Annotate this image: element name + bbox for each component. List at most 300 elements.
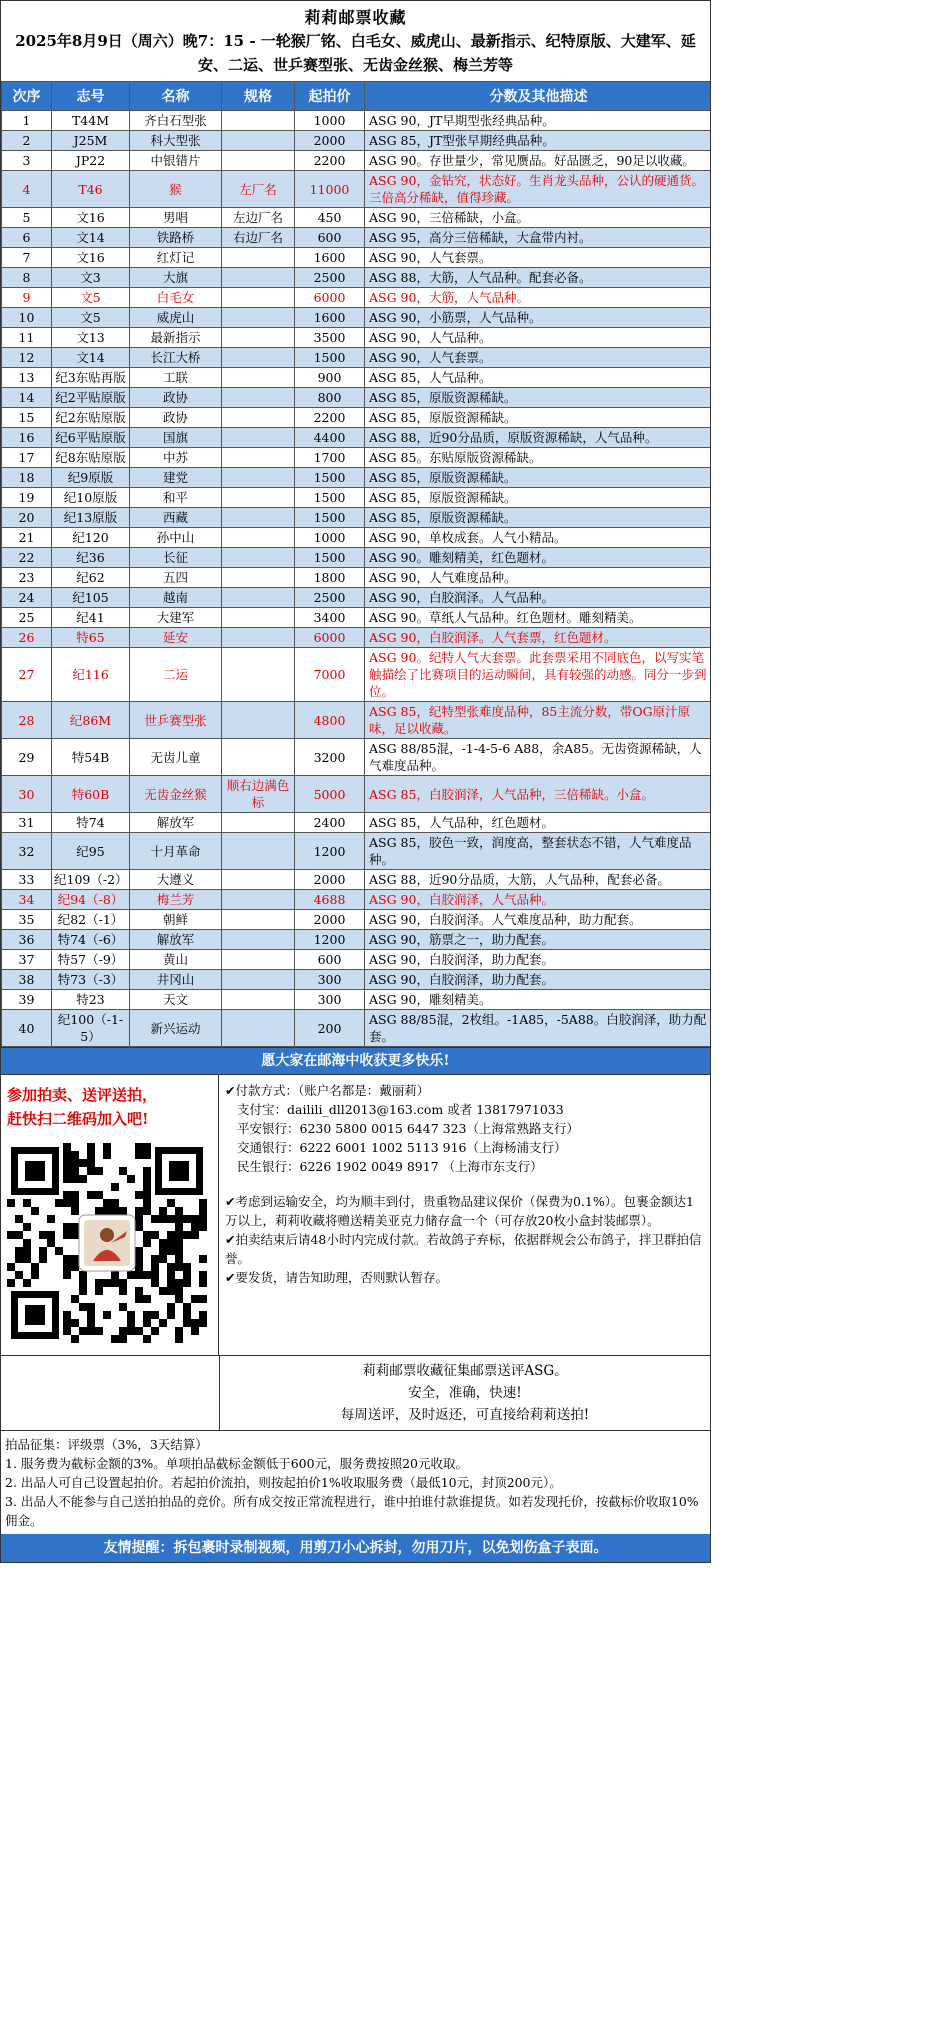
row-name: 二运 [130, 648, 222, 702]
row-desc: ASG 90，白胶润泽。人气品种。 [365, 588, 712, 608]
row-code: 纪9原版 [52, 468, 130, 488]
row-desc: ASG 85，纪特型张难度品种，85主流分数，带OG原汁原味，足以收藏。 [365, 702, 712, 739]
delivery-note: ✔要发货，请告知助理，否则默认暂存。 [225, 1270, 448, 1285]
row-no: 16 [2, 428, 52, 448]
row-price: 2000 [295, 910, 365, 930]
row-desc: ASG 90。雕刻精美，红色题材。 [365, 548, 712, 568]
row-price: 2500 [295, 268, 365, 288]
bank-pingan: 平安银行：6230 5800 0015 6447 323（上海常熟路支行） [237, 1121, 579, 1136]
table-row [2, 308, 712, 328]
row-name: 中银错片 [130, 151, 222, 171]
row-no: 28 [2, 702, 52, 739]
row-code: JP22 [52, 151, 130, 171]
row-price: 1000 [295, 528, 365, 548]
row-spec [222, 111, 295, 131]
table-row [2, 890, 712, 910]
row-name: 新兴运动 [130, 1010, 222, 1047]
table-row [2, 970, 712, 990]
row-spec [222, 990, 295, 1010]
row-spec [222, 870, 295, 890]
row-spec [222, 348, 295, 368]
row-no: 15 [2, 408, 52, 428]
row-desc: ASG 85，人气品种，红色题材。 [365, 813, 712, 833]
row-no: 30 [2, 776, 52, 813]
col-header-spec: 规格 [222, 82, 295, 111]
row-desc: ASG 90，金钻究，状态好。生肖龙头品种，公认的硬通货。三倍高分稀缺，值得珍藏。 [365, 171, 712, 208]
row-desc: ASG 88，近90分品质，大筋，人气品种，配套必备。 [365, 870, 712, 890]
row-price: 200 [295, 1010, 365, 1047]
row-price: 800 [295, 388, 365, 408]
row-spec [222, 468, 295, 488]
table-row [2, 776, 712, 813]
row-name: 红灯记 [130, 248, 222, 268]
table-row [2, 950, 712, 970]
table-row [2, 1010, 712, 1047]
row-name: 政协 [130, 408, 222, 428]
table-row [2, 228, 712, 248]
row-price: 3500 [295, 328, 365, 348]
row-code: 纪86M [52, 702, 130, 739]
row-price: 900 [295, 368, 365, 388]
promo-text: 参加拍卖、送评送拍， 赶快扫二维码加入吧! [7, 1086, 158, 1128]
row-no: 40 [2, 1010, 52, 1047]
row-name: 五四 [130, 568, 222, 588]
row-spec [222, 528, 295, 548]
row-no: 2 [2, 131, 52, 151]
row-desc: ASG 85，原版资源稀缺。 [365, 468, 712, 488]
row-no: 6 [2, 228, 52, 248]
row-desc: ASG 85，白胶润泽，人气品种，三倍稀缺。小盒。 [365, 776, 712, 813]
row-price: 1600 [295, 308, 365, 328]
row-code: 特65 [52, 628, 130, 648]
row-spec: 右边厂名 [222, 228, 295, 248]
row-spec: 顺右边满色标 [222, 776, 295, 813]
row-no: 25 [2, 608, 52, 628]
row-name: 大遵义 [130, 870, 222, 890]
row-desc: ASG 90，人气套票。 [365, 248, 712, 268]
row-no: 29 [2, 739, 52, 776]
row-code: 纪82（-1） [52, 910, 130, 930]
row-name: 孙中山 [130, 528, 222, 548]
row-desc: ASG 85，胶色一致，润度高，整套状态不错，人气难度品种。 [365, 833, 712, 870]
table-row [2, 508, 712, 528]
table-row [2, 548, 712, 568]
row-no: 22 [2, 548, 52, 568]
row-price: 1500 [295, 348, 365, 368]
row-price: 1000 [295, 111, 365, 131]
row-price: 3400 [295, 608, 365, 628]
row-price: 2400 [295, 813, 365, 833]
table-row [2, 151, 712, 171]
row-name: 无齿金丝猴 [130, 776, 222, 813]
table-row [2, 628, 712, 648]
row-price: 1500 [295, 548, 365, 568]
row-desc: ASG 90，JT早期型张经典品种。 [365, 111, 712, 131]
row-code: 纪41 [52, 608, 130, 628]
row-price: 3200 [295, 739, 365, 776]
row-no: 10 [2, 308, 52, 328]
row-code: 纪8东贴原版 [52, 448, 130, 468]
row-spec: 左边厂名 [222, 208, 295, 228]
row-desc: ASG 90，白胶润泽。人气套票，红色题材。 [365, 628, 712, 648]
rule-item: 2. 出品人可自己设置起拍价。若起拍价流拍，则按起拍价1%收取服务费（最低10元，封顶200元）。 [5, 1475, 562, 1490]
row-name: 科大型张 [130, 131, 222, 151]
row-spec [222, 588, 295, 608]
row-desc: ASG 85，人气品种。 [365, 368, 712, 388]
row-code: 文13 [52, 328, 130, 348]
row-name: 中苏 [130, 448, 222, 468]
row-no: 27 [2, 648, 52, 702]
row-name: 男唱 [130, 208, 222, 228]
row-spec [222, 950, 295, 970]
row-price: 4800 [295, 702, 365, 739]
table-row [2, 990, 712, 1010]
row-no: 9 [2, 288, 52, 308]
row-price: 4688 [295, 890, 365, 910]
row-no: 8 [2, 268, 52, 288]
row-desc: ASG 85。东贴原版资源稀缺。 [365, 448, 712, 468]
row-no: 7 [2, 248, 52, 268]
row-desc: ASG 90，人气套票。 [365, 348, 712, 368]
row-name: 国旗 [130, 428, 222, 448]
row-spec [222, 151, 295, 171]
row-spec [222, 833, 295, 870]
row-spec [222, 368, 295, 388]
header [1, 1, 710, 81]
row-price: 1600 [295, 248, 365, 268]
row-name: 大旗 [130, 268, 222, 288]
rules-head: 拍品征集：评级票（3%，3天结算） [5, 1437, 208, 1452]
row-price: 6000 [295, 288, 365, 308]
table-row [2, 348, 712, 368]
row-name: 齐白石型张 [130, 111, 222, 131]
row-spec [222, 608, 295, 628]
alipay-account[interactable]: dailili_dll2013@163.com [287, 1102, 444, 1117]
row-desc: ASG 90。纪特人气大套票。此套票采用不同底色，以写实笔触描绘了比赛项目的运动瞬间，具有较强的动感。同分一步到位。 [365, 648, 712, 702]
row-spec [222, 488, 295, 508]
row-code: 纪13原版 [52, 508, 130, 528]
table-row [2, 739, 712, 776]
row-code: 纪6平贴原版 [52, 428, 130, 448]
row-price: 300 [295, 990, 365, 1010]
row-no: 11 [2, 328, 52, 348]
table-row [2, 131, 712, 151]
slogan: 莉莉邮票收藏征集邮票送评ASG。 安全，准确，快速! 每周送评，及时返还，可直接给莉莉送拍! [340, 1363, 590, 1423]
row-price: 6000 [295, 628, 365, 648]
row-price: 1500 [295, 488, 365, 508]
row-desc: ASG 90。草纸人气品种。红色题材。雕刻精美。 [365, 608, 712, 628]
table-row [2, 368, 712, 388]
page-subtitle: 2025年8月9日（周六）晚7：15 - 一轮猴厂铭、白毛女、威虎山、最新指示、纪特原版、大建军、延安、二运、世乒赛型张、无齿金丝猴、梅兰芳等 [15, 32, 696, 74]
shipping-note: ✔考虑到运输安全，均为顺丰到付，贵重物品建议保价（保费为0.1%）。包裹金额达1万以上，莉莉收藏将赠送精美亚克力储存盒一个（可存放20枚小盒封装邮票）。 [225, 1194, 694, 1228]
row-spec [222, 508, 295, 528]
table-row [2, 870, 712, 890]
row-name: 朝鲜 [130, 910, 222, 930]
table-row [2, 428, 712, 448]
row-no: 1 [2, 111, 52, 131]
row-code: 文5 [52, 288, 130, 308]
row-desc: ASG 88/85混，2枚组。-1A85，-5A88。白胶润泽，助力配套。 [365, 1010, 712, 1047]
row-price: 600 [295, 228, 365, 248]
payment-deadline-note: ✔拍卖结束后请48小时内完成付款。若故鸽子弃标，依据群规会公布鸽子，拌卫群拍信誉。 [225, 1232, 702, 1266]
row-code: T44M [52, 111, 130, 131]
page-title: 莉莉邮票收藏 [304, 8, 407, 27]
row-no: 32 [2, 833, 52, 870]
row-code: 文3 [52, 268, 130, 288]
table-row [2, 588, 712, 608]
row-name: 白毛女 [130, 288, 222, 308]
row-code: 纪95 [52, 833, 130, 870]
row-name: 梅兰芳 [130, 890, 222, 910]
row-price: 1200 [295, 833, 365, 870]
table-row [2, 268, 712, 288]
row-price: 2500 [295, 588, 365, 608]
row-spec [222, 388, 295, 408]
row-name: 政协 [130, 388, 222, 408]
bank-jiaotong: 交通银行：6222 6001 1002 5113 916（上海杨浦支行） [237, 1140, 567, 1155]
row-no: 23 [2, 568, 52, 588]
row-code: 纪36 [52, 548, 130, 568]
table-row [2, 288, 712, 308]
row-code: 特57（-9） [52, 950, 130, 970]
payment-panel [219, 1075, 710, 1355]
row-desc: ASG 85，原版资源稀缺。 [365, 408, 712, 428]
qr-panel [1, 1075, 219, 1355]
row-code: 纪62 [52, 568, 130, 588]
row-code: 文16 [52, 208, 130, 228]
row-price: 1800 [295, 568, 365, 588]
row-spec [222, 930, 295, 950]
row-no: 38 [2, 970, 52, 990]
table-row [2, 408, 712, 428]
row-no: 14 [2, 388, 52, 408]
row-code: 文5 [52, 308, 130, 328]
row-spec [222, 739, 295, 776]
row-code: 文14 [52, 348, 130, 368]
table-row [2, 568, 712, 588]
row-name: 西藏 [130, 508, 222, 528]
table-row [2, 910, 712, 930]
row-price: 450 [295, 208, 365, 228]
row-desc: ASG 85，原版资源稀缺。 [365, 508, 712, 528]
row-no: 13 [2, 368, 52, 388]
row-no: 36 [2, 930, 52, 950]
row-price: 5000 [295, 776, 365, 813]
row-no: 24 [2, 588, 52, 608]
row-name: 越南 [130, 588, 222, 608]
row-desc: ASG 90，白胶润泽，人气品种。 [365, 890, 712, 910]
row-price: 2000 [295, 131, 365, 151]
col-header-price: 起拍价 [295, 82, 365, 111]
row-spec [222, 1010, 295, 1047]
row-desc: ASG 90，白胶润泽，助力配套。 [365, 970, 712, 990]
row-spec [222, 628, 295, 648]
row-desc: ASG 90，雕刻精美。 [365, 990, 712, 1010]
table-row [2, 388, 712, 408]
row-price: 1700 [295, 448, 365, 468]
row-no: 31 [2, 813, 52, 833]
row-name: 工联 [130, 368, 222, 388]
row-spec [222, 448, 295, 468]
row-no: 19 [2, 488, 52, 508]
row-desc: ASG 95，高分三倍稀缺，大盒带内衬。 [365, 228, 712, 248]
row-code: 特60B [52, 776, 130, 813]
row-code: 纪10原版 [52, 488, 130, 508]
row-spec [222, 890, 295, 910]
row-desc: ASG 85，原版资源稀缺。 [365, 488, 712, 508]
row-spec [222, 268, 295, 288]
row-spec [222, 328, 295, 348]
row-code: T46 [52, 171, 130, 208]
row-code: 纪116 [52, 648, 130, 702]
row-no: 12 [2, 348, 52, 368]
qr-code-icon[interactable] [7, 1143, 207, 1343]
row-desc: ASG 90。存世量少，常见赝品。好品匮乏，90足以收藏。 [365, 151, 712, 171]
row-spec [222, 548, 295, 568]
row-desc: ASG 88，大筋，人气品种。配套必备。 [365, 268, 712, 288]
row-code: 纪120 [52, 528, 130, 548]
table-row [2, 111, 712, 131]
row-name: 井冈山 [130, 970, 222, 990]
table-row [2, 833, 712, 870]
col-header-code: 志号 [52, 82, 130, 111]
row-code: 纪3东贴再版 [52, 368, 130, 388]
row-name: 无齿儿童 [130, 739, 222, 776]
row-no: 5 [2, 208, 52, 228]
row-desc: ASG 90，白胶润泽，助力配套。 [365, 950, 712, 970]
table-row [2, 608, 712, 628]
table-row [2, 648, 712, 702]
row-price: 2200 [295, 151, 365, 171]
row-no: 17 [2, 448, 52, 468]
row-code: 特23 [52, 990, 130, 1010]
row-name: 长征 [130, 548, 222, 568]
row-name: 天文 [130, 990, 222, 1010]
row-desc: ASG 88，近90分品质，原版资源稀缺，人气品种。 [365, 428, 712, 448]
row-name: 建党 [130, 468, 222, 488]
row-spec [222, 568, 295, 588]
row-name: 大建军 [130, 608, 222, 628]
row-code: 纪109（-2） [52, 870, 130, 890]
row-no: 3 [2, 151, 52, 171]
row-price: 2000 [295, 870, 365, 890]
row-code: 特54B [52, 739, 130, 776]
row-desc: ASG 85，JT型张早期经典品种。 [365, 131, 712, 151]
row-desc: ASG 90，三倍稀缺，小盒。 [365, 208, 712, 228]
row-name: 十月革命 [130, 833, 222, 870]
consignment-rules [1, 1431, 710, 1534]
row-spec [222, 248, 295, 268]
row-name: 世乒赛型张 [130, 702, 222, 739]
table-row [2, 702, 712, 739]
row-desc: ASG 90，大筋，人气品种。 [365, 288, 712, 308]
row-code: 特73（-3） [52, 970, 130, 990]
row-desc: ASG 90，单枚成套。人气小精品。 [365, 528, 712, 548]
col-header-name: 名称 [130, 82, 222, 111]
footer-reminder: 友情提醒：拆包裹时录制视频，用剪刀小心拆封，勿用刀片，以免划伤盒子表面。 [1, 1534, 710, 1562]
row-no: 39 [2, 990, 52, 1010]
row-no: 21 [2, 528, 52, 548]
row-name: 和平 [130, 488, 222, 508]
row-no: 20 [2, 508, 52, 528]
row-desc: ASG 90，小筋票，人气品种。 [365, 308, 712, 328]
row-price: 1500 [295, 508, 365, 528]
row-desc: ASG 88/85混，-1-4-5-6 A88，余A85。无齿资源稀缺，人气难度品种。 [365, 739, 712, 776]
alipay-line: 支付宝：dailili_dll2013@163.com 或者 13817971033 [237, 1102, 564, 1117]
bank-minsheng: 民生银行：6226 1902 0049 8917 （上海市东支行） [237, 1159, 543, 1174]
row-code: 纪94（-8） [52, 890, 130, 910]
col-header-desc: 分数及其他描述 [365, 82, 712, 111]
row-no: 33 [2, 870, 52, 890]
table-header-row [2, 82, 712, 111]
table-row [2, 248, 712, 268]
row-price: 1500 [295, 468, 365, 488]
payment-methods: ✔付款方式：（账户名都是：戴丽莉） 支付宝：dailili_dll2013@163.com 或者 13817971033 平安银行：6230 5800 0015 6447 323（上海常熟路支行） 交通银行：6222 6001 1002 5113 916（上海杨浦支行） 民生银行：6226 1902 0049 8917 （上海市东支行） [225, 1081, 704, 1176]
row-code: 文14 [52, 228, 130, 248]
row-name: 黄山 [130, 950, 222, 970]
row-name: 解放军 [130, 930, 222, 950]
table-row [2, 468, 712, 488]
row-desc: ASG 85，原版资源稀缺。 [365, 388, 712, 408]
table-row [2, 528, 712, 548]
row-code: 特74（-6） [52, 930, 130, 950]
row-spec: 左厂名 [222, 171, 295, 208]
row-price: 4400 [295, 428, 365, 448]
row-no: 34 [2, 890, 52, 910]
col-header-no: 次序 [2, 82, 52, 111]
row-no: 18 [2, 468, 52, 488]
row-no: 26 [2, 628, 52, 648]
row-price: 1200 [295, 930, 365, 950]
row-name: 延安 [130, 628, 222, 648]
table-row [2, 171, 712, 208]
row-name: 最新指示 [130, 328, 222, 348]
row-no: 37 [2, 950, 52, 970]
slogan-section [1, 1356, 710, 1431]
row-spec [222, 408, 295, 428]
row-spec [222, 648, 295, 702]
row-name: 猴 [130, 171, 222, 208]
table-row [2, 488, 712, 508]
row-spec [222, 970, 295, 990]
row-spec [222, 428, 295, 448]
row-price: 600 [295, 950, 365, 970]
row-code: 纪100（-1-5） [52, 1010, 130, 1047]
auction-table [1, 81, 711, 1047]
row-spec [222, 308, 295, 328]
row-code: 特74 [52, 813, 130, 833]
row-code: 文16 [52, 248, 130, 268]
row-price: 2200 [295, 408, 365, 428]
row-spec [222, 702, 295, 739]
row-code: 纪105 [52, 588, 130, 608]
row-name: 威虎山 [130, 308, 222, 328]
row-price: 7000 [295, 648, 365, 702]
rule-item: 3. 出品人不能参与自己送拍拍品的竞价。所有成交按正常流程进行，谁中拍谁付款谁提货。如若发现托价，按截标价收取10%佣金。 [5, 1494, 699, 1528]
row-code: 纪2东贴原版 [52, 408, 130, 428]
row-desc: ASG 90，人气难度品种。 [365, 568, 712, 588]
row-no: 4 [2, 171, 52, 208]
table-row [2, 208, 712, 228]
rule-item: 1. 服务费为截标金额的3%。单项拍品截标金额低于600元，服务费按照20元收取。 [5, 1456, 468, 1471]
info-section [1, 1075, 710, 1356]
row-name: 长江大桥 [130, 348, 222, 368]
row-desc: ASG 90，白胶润泽。人气难度品种，助力配套。 [365, 910, 712, 930]
row-spec [222, 813, 295, 833]
row-price: 11000 [295, 171, 365, 208]
table-row [2, 813, 712, 833]
row-spec [222, 131, 295, 151]
